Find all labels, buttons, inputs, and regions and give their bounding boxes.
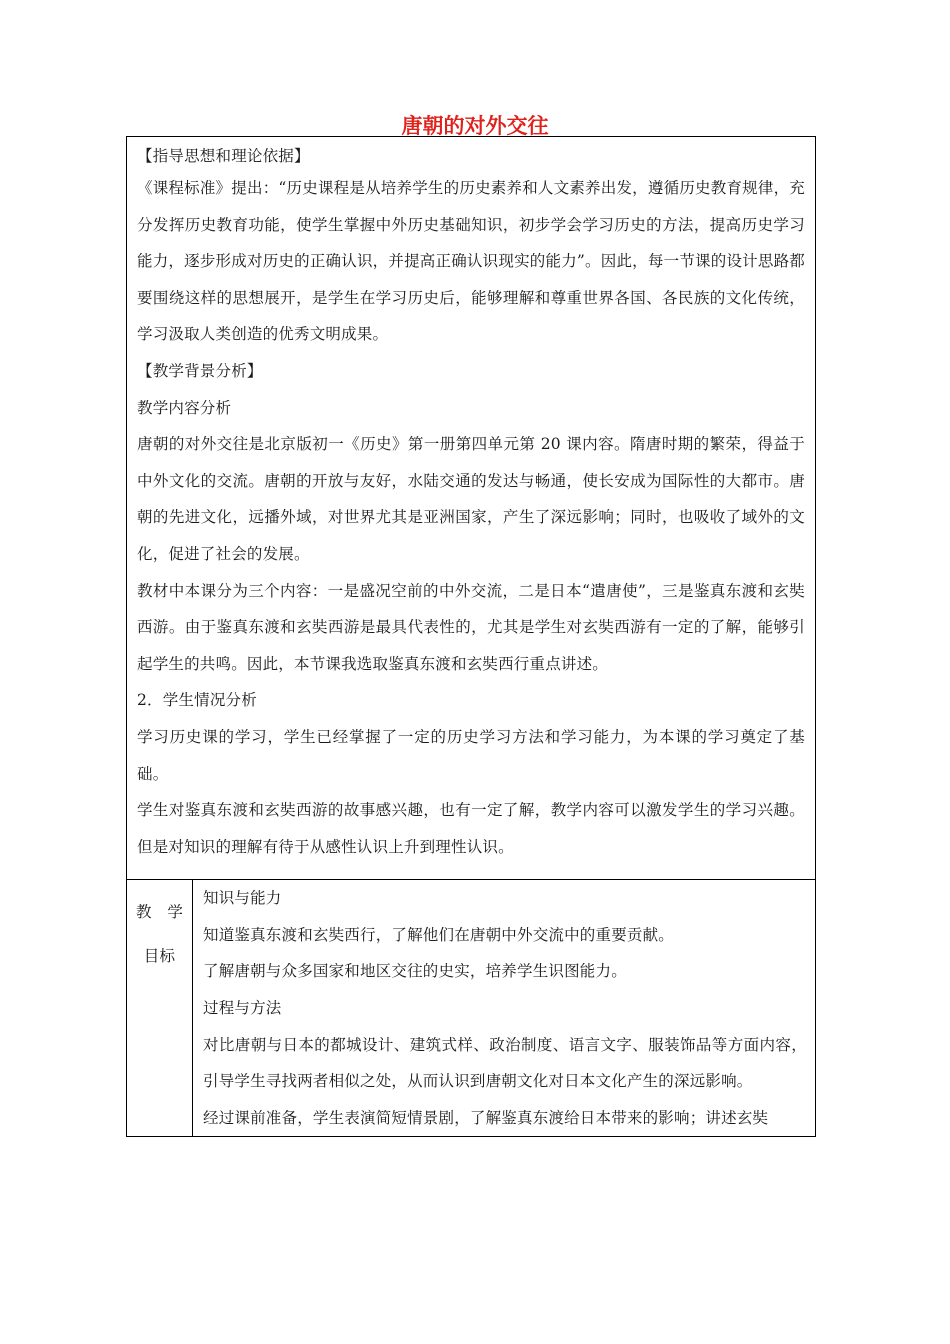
knowledge-heading: 知识与能力 (203, 889, 282, 908)
objectives-content-cell (193, 880, 816, 1137)
student-analysis-heading: 2．学生情况分析 (137, 691, 257, 710)
objectives-label-line-2: 目标 (143, 947, 176, 966)
rationale-heading: 【指导思想和理论依据】 (137, 147, 310, 165)
rationale-row (127, 137, 816, 880)
student-analysis-paragraph-2: 学生对鉴真东渡和玄奘西游的故事感兴趣，也有一定了解，教学内容可以激发学生的学习兴趣。但是对知识的理解有待于从感性认识上升到理性认识。 (137, 801, 805, 856)
content-analysis-heading: 教学内容分析 (137, 398, 232, 417)
content-analysis-paragraph-1: 唐朝的对外交往是北京版初一《历史》第一册第四单元第 20 课内容。隋唐时期的繁荣，得益于中外文化的交流。唐朝的开放与友好，水陆交通的发达与畅通，使长安成为国际性的大都市。唐朝的先进文化，远播外域，对世界尤其是亚洲国家，产生了深远影响；同时，也吸收了域外的文化，促进了社会的发展。 (137, 435, 805, 563)
knowledge-item-2: 了解唐朝与众多国家和地区交往的史实，培养学生识图能力。 (203, 962, 627, 981)
process-item-1: 对比唐朝与日本的都城设计、建筑式样、政治制度、语言文字、服装饰品等方面内容，引导学生寻找两者相似之处，从而认识到唐朝文化对日本文化产生的深远影响。 (203, 1035, 807, 1091)
lesson-plan-table (126, 136, 816, 1137)
process-heading: 过程与方法 (203, 999, 282, 1018)
rationale-cell (127, 137, 816, 880)
process-item-2: 经过课前准备，学生表演简短情景剧，了解鉴真东渡给日本带来的影响；讲述玄奘 (203, 1108, 769, 1127)
background-heading: 【教学背景分析】 (137, 361, 263, 380)
objectives-row (127, 880, 816, 1137)
student-analysis-paragraph-1: 学习历史课的学习，学生已经掌握了一定的历史学习方法和学习能力，为本课的学习奠定了基础。 (137, 727, 805, 783)
knowledge-item-1: 知道鉴真东渡和玄奘西行，了解他们在唐朝中外交流中的重要贡献。 (203, 925, 675, 944)
objectives-label-line-1: 教 学 (135, 903, 184, 922)
objectives-label-cell (127, 880, 193, 1137)
document-title: 唐朝的对外交往 (401, 114, 549, 138)
content-analysis-paragraph-2: 教材中本课分为三个内容：一是盛况空前的中外交流，二是日本“遣唐使”，三是鉴真东渡和玄奘西游。由于鉴真东渡和玄奘西游是最具代表性的，尤其是学生对玄奘西游有一定的了解，能够引起学生的共鸣。因此，本节课我选取鉴真东渡和玄奘西行重点讲述。 (137, 581, 805, 673)
rationale-paragraph: 《课程标准》提出：“历史课程是从培养学生的历史素养和人文素养出发，遵循历史教育规律，充分发挥历史教育功能，使学生掌握中外历史基础知识，初步学会学习历史的方法，提高历史学习能力，逐步形成对历史的正确认识，并提高正确认识现实的能力”。因此，每一节课的设计思路都要围绕这样的思想展开，是学生在学习历史后，能够理解和尊重世界各国、各民族的文化传统，学习汲取人类创造的优秀文明成果。 (137, 179, 805, 344)
